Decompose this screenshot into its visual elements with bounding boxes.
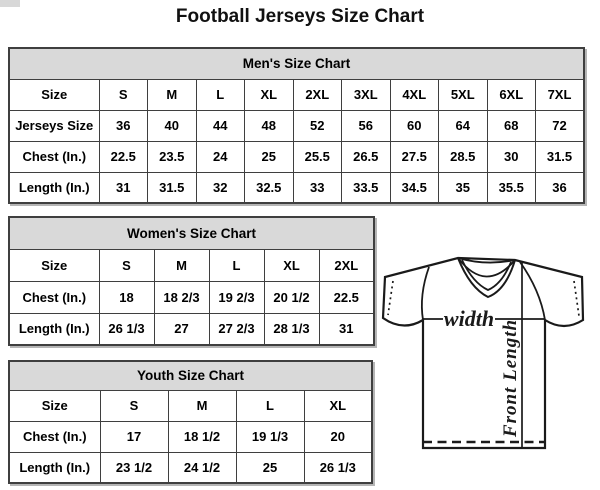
- value-cell: 26 1/3: [99, 313, 154, 345]
- value-cell: 22.5: [99, 141, 148, 172]
- mens-size-chart-table: [8, 47, 583, 202]
- table-row: [9, 421, 372, 452]
- value-cell: 56: [342, 110, 391, 141]
- value-cell: 32: [196, 172, 245, 203]
- width-label: width: [443, 306, 495, 331]
- value-cell: 72: [536, 110, 585, 141]
- value-cell: 36: [536, 172, 585, 203]
- table-row: [9, 141, 584, 172]
- value-cell: 23.5: [148, 141, 197, 172]
- value-cell: 27.5: [390, 141, 439, 172]
- womens-chart-title: Women's Size Chart: [9, 217, 374, 249]
- left-cuff-stitch-line: [388, 281, 393, 315]
- left-sleeve-seam: [422, 267, 429, 320]
- womens-size-table: [8, 216, 375, 346]
- jersey-measurement-diagram: [372, 250, 595, 460]
- right-sleeve-seam: [520, 262, 545, 320]
- row-label-cell: Length (In.): [9, 172, 99, 203]
- table-row: [9, 79, 584, 110]
- value-cell: XL: [304, 390, 372, 421]
- value-cell: XL: [245, 79, 294, 110]
- value-cell: 27: [154, 313, 209, 345]
- value-cell: 25.5: [293, 141, 342, 172]
- value-cell: 22.5: [319, 281, 374, 313]
- value-cell: 3XL: [342, 79, 391, 110]
- value-cell: 6XL: [487, 79, 536, 110]
- value-cell: 26 1/3: [304, 452, 372, 483]
- table-title-row: [9, 217, 374, 249]
- value-cell: 60: [390, 110, 439, 141]
- value-cell: M: [168, 390, 236, 421]
- value-cell: 28.5: [439, 141, 488, 172]
- value-cell: 35: [439, 172, 488, 203]
- value-cell: 18: [99, 281, 154, 313]
- value-cell: 5XL: [439, 79, 488, 110]
- row-label-cell: Chest (In.): [9, 141, 99, 172]
- value-cell: 33: [293, 172, 342, 203]
- row-label-cell: Length (In.): [9, 313, 99, 345]
- row-label-cell: Size: [9, 390, 100, 421]
- value-cell: 18 2/3: [154, 281, 209, 313]
- mens-chart-title: Men's Size Chart: [9, 48, 584, 79]
- table-row: [9, 110, 584, 141]
- front-length-label: Front Length: [500, 318, 521, 438]
- row-label-cell: Jerseys Size: [9, 110, 99, 141]
- value-cell: 30: [487, 141, 536, 172]
- value-cell: S: [99, 249, 154, 281]
- value-cell: 17: [100, 421, 168, 452]
- value-cell: 19 2/3: [209, 281, 264, 313]
- value-cell: S: [99, 79, 148, 110]
- value-cell: 20: [304, 421, 372, 452]
- table-title-row: [9, 361, 372, 390]
- value-cell: 36: [99, 110, 148, 141]
- table-row: [9, 249, 374, 281]
- value-cell: XL: [264, 249, 319, 281]
- table-row: [9, 172, 584, 203]
- page-title: Football Jerseys Size Chart: [175, 6, 425, 27]
- row-label-cell: Size: [9, 249, 99, 281]
- table-row: [9, 452, 372, 483]
- value-cell: 24: [196, 141, 245, 172]
- value-cell: 24 1/2: [168, 452, 236, 483]
- value-cell: 33.5: [342, 172, 391, 203]
- table-title-row: [9, 48, 584, 79]
- value-cell: 27 2/3: [209, 313, 264, 345]
- table-row: [9, 390, 372, 421]
- table-row: [9, 281, 374, 313]
- value-cell: 4XL: [390, 79, 439, 110]
- value-cell: 64: [439, 110, 488, 141]
- value-cell: 26.5: [342, 141, 391, 172]
- value-cell: 25: [236, 452, 304, 483]
- value-cell: L: [196, 79, 245, 110]
- value-cell: 31: [319, 313, 374, 345]
- youth-chart-title: Youth Size Chart: [9, 361, 372, 390]
- value-cell: 48: [245, 110, 294, 141]
- value-cell: S: [100, 390, 168, 421]
- youth-size-table: [8, 360, 373, 484]
- value-cell: M: [148, 79, 197, 110]
- row-label-cell: Length (In.): [9, 452, 100, 483]
- value-cell: 20 1/2: [264, 281, 319, 313]
- value-cell: 35.5: [487, 172, 536, 203]
- row-label-cell: Size: [9, 79, 99, 110]
- value-cell: 31.5: [536, 141, 585, 172]
- mens-size-table: [8, 47, 585, 204]
- vneck-outer-line: [458, 258, 515, 297]
- right-cuff-stitch-line: [574, 281, 579, 316]
- value-cell: L: [209, 249, 264, 281]
- value-cell: 2XL: [293, 79, 342, 110]
- value-cell: 19 1/3: [236, 421, 304, 452]
- value-cell: 31.5: [148, 172, 197, 203]
- value-cell: 31: [99, 172, 148, 203]
- youth-size-chart-table: [8, 360, 371, 482]
- value-cell: 44: [196, 110, 245, 141]
- value-cell: 32.5: [245, 172, 294, 203]
- table-row: [9, 313, 374, 345]
- womens-size-chart-table: [8, 216, 373, 345]
- value-cell: 7XL: [536, 79, 585, 110]
- value-cell: 28 1/3: [264, 313, 319, 345]
- value-cell: 68: [487, 110, 536, 141]
- value-cell: 2XL: [319, 249, 374, 281]
- value-cell: 52: [293, 110, 342, 141]
- row-label-cell: Chest (In.): [9, 281, 99, 313]
- row-label-cell: Chest (In.): [9, 421, 100, 452]
- value-cell: 25: [245, 141, 294, 172]
- value-cell: 34.5: [390, 172, 439, 203]
- value-cell: 23 1/2: [100, 452, 168, 483]
- value-cell: L: [236, 390, 304, 421]
- value-cell: M: [154, 249, 209, 281]
- value-cell: 40: [148, 110, 197, 141]
- value-cell: 18 1/2: [168, 421, 236, 452]
